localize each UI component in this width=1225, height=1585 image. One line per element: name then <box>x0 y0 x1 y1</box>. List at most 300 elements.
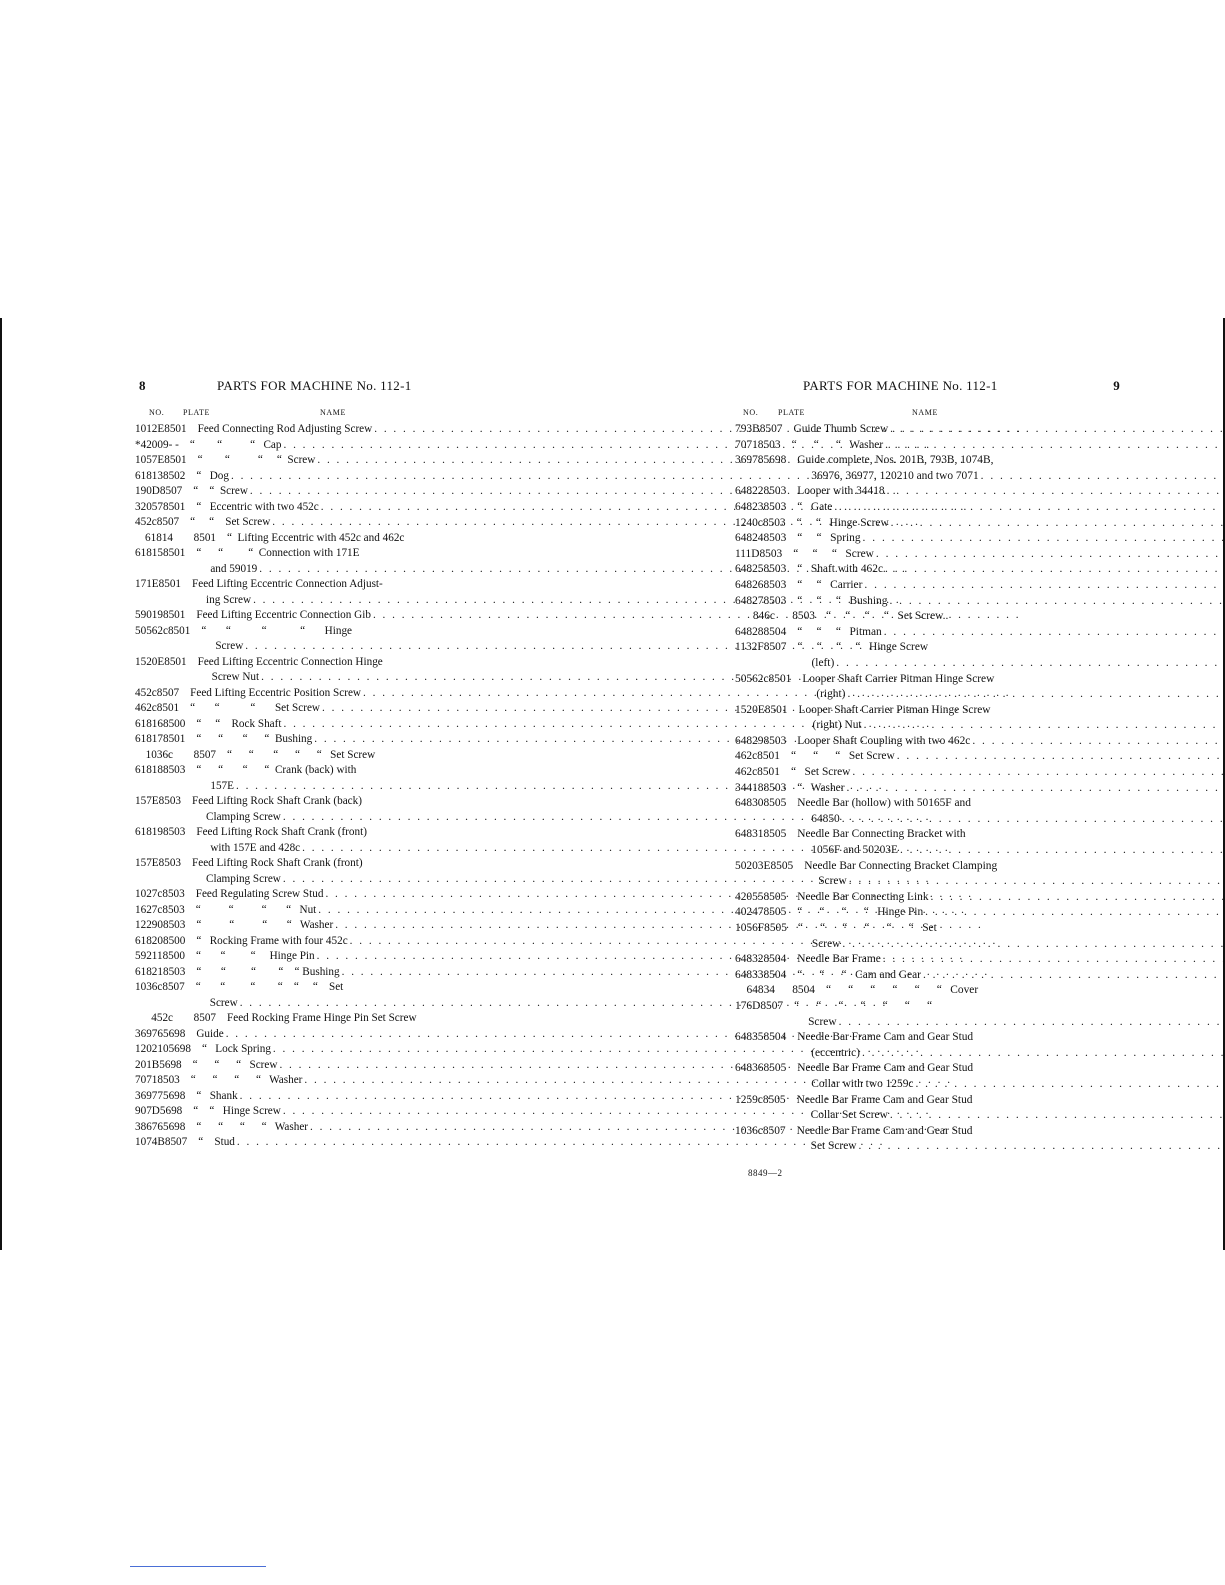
part-name <box>786 484 1225 500</box>
part-name-text: (right) Nut <box>812 719 862 732</box>
part-name-text: 157E <box>210 779 234 792</box>
part-number: 61819 <box>135 826 163 838</box>
plate-number: 8507 <box>156 516 180 528</box>
part-name-text: Feed Connecting Rod Adjusting Screw <box>197 423 373 435</box>
part-row <box>735 562 1120 578</box>
part-row <box>735 859 1120 890</box>
dot-leader <box>897 749 1225 765</box>
part-name-line <box>799 703 1225 719</box>
part-number: 50203E <box>735 859 771 872</box>
plate-number: 8504 <box>763 1031 787 1044</box>
part-name-text: Needle Bar Connecting Bracket with <box>797 828 966 841</box>
part-name-line <box>797 905 1225 921</box>
part-name <box>786 781 1225 797</box>
plate-number: 5698 <box>763 454 787 467</box>
part-number: 61816 <box>135 717 163 730</box>
part-row <box>135 825 473 856</box>
part-number: 64823 <box>735 500 764 513</box>
dot-leader <box>836 656 1225 672</box>
part-number: 59211 <box>135 950 163 962</box>
part-number: 38676 <box>135 1120 163 1133</box>
part-name-text: “ Gate <box>797 500 833 513</box>
part-name-text: “ “ “ “ Washer <box>196 919 334 931</box>
part-name-text: “ “ “ “ Bushing <box>196 733 313 745</box>
part-name-line <box>797 453 1225 469</box>
part-row <box>735 765 1120 781</box>
part-name <box>786 796 1225 827</box>
part-name-text: “ “ “ Bushing <box>797 594 888 607</box>
part-row <box>135 949 473 965</box>
part-name-text: (right) <box>816 688 846 701</box>
dot-leader <box>834 500 1225 516</box>
dot-leader <box>931 890 1225 906</box>
plate-number: 8507 <box>156 686 180 699</box>
part-name-line <box>797 562 1225 578</box>
part-name-text: “ “ Spring <box>797 532 861 545</box>
part-name-line <box>804 859 1225 875</box>
part-name-line <box>799 718 1225 734</box>
part-name <box>780 765 1225 781</box>
part-name-text: “ Stud <box>198 1136 235 1148</box>
part-name <box>216 748 473 764</box>
part-row <box>735 547 1120 563</box>
part-number: 64824 <box>735 532 764 545</box>
part-row <box>735 827 1120 858</box>
plate-number: 5698 <box>162 1089 186 1102</box>
part-row <box>735 1030 1120 1061</box>
part-number: 61821 <box>135 965 163 978</box>
plate-number: 8501 <box>193 531 216 544</box>
part-number: 12290 <box>135 919 163 931</box>
part-name-line <box>227 1011 473 1027</box>
part-number: 64827 <box>735 594 764 607</box>
part-name-line <box>797 484 1225 500</box>
part-row <box>135 701 473 717</box>
part-row <box>135 1011 473 1027</box>
part-number: 1056F <box>735 922 765 934</box>
part-number: 1627c <box>135 903 163 916</box>
part-row <box>135 965 473 981</box>
part-name-line <box>792 438 1225 454</box>
part-number: 36976 <box>135 1027 163 1040</box>
part-number: 1036c <box>135 981 163 993</box>
part-row <box>135 453 473 469</box>
part-name-line <box>797 594 1225 610</box>
part-name-line <box>798 937 1225 953</box>
part-name-text: “ “ Rock Shaft <box>196 717 282 730</box>
plate-number: 8500 <box>162 934 186 947</box>
plate-number: 8507 <box>762 1124 786 1137</box>
part-name-line <box>797 812 1225 828</box>
part-number: 64836 <box>735 1062 764 1075</box>
part-name-text: “ “ Hinge Screw <box>796 516 889 529</box>
plate-number: 5698 <box>162 1120 186 1133</box>
part-row <box>135 856 473 887</box>
part-row <box>135 887 473 903</box>
plate-number: 8503 <box>762 516 786 529</box>
part-name-line <box>797 1139 1225 1155</box>
part-row <box>735 983 1120 999</box>
part-name-line <box>802 672 1225 688</box>
plate-number: 8507 <box>763 641 787 654</box>
part-name-text: “ “ Carrier <box>797 578 863 591</box>
part-name-text: Needle Bar Frame Cam and Gear Stud <box>797 1031 974 1044</box>
plate-number: 8504 <box>792 984 815 997</box>
part-number: 64833 <box>735 968 764 981</box>
part-row <box>135 1073 473 1089</box>
scan-artifact-line <box>130 1566 266 1567</box>
part-number: 176D <box>735 999 761 1012</box>
part-row <box>735 422 1120 438</box>
part-row <box>735 500 1120 516</box>
part-number: 111D <box>735 547 760 560</box>
part-row <box>135 624 473 655</box>
part-number: 462c <box>735 766 758 779</box>
part-name-line <box>798 921 1225 937</box>
part-number: 50562c <box>735 672 769 685</box>
part-number: 793B <box>735 423 760 435</box>
part-row <box>135 546 473 577</box>
part-name <box>791 672 1225 703</box>
part-row <box>735 749 1120 765</box>
part-name-text: “ “ “ Cam and Gear <box>797 968 921 981</box>
plate-number: 8503 <box>759 547 783 560</box>
part-name <box>782 422 1225 438</box>
part-name-text: “ Set Screw <box>790 766 851 779</box>
column-headers <box>135 408 473 422</box>
dot-leader <box>864 578 1225 594</box>
dot-leader <box>863 531 1225 547</box>
dot-leader <box>852 765 1225 781</box>
part-name-text: “ “ “ “ Hinge Pin <box>797 906 924 919</box>
part-row <box>135 531 473 547</box>
right-page <box>735 378 1120 1155</box>
plate-number: 8507 <box>759 423 783 435</box>
part-name <box>793 859 1225 890</box>
part-name-text: “ “ “ Washer <box>791 438 884 451</box>
part-number: 120210 <box>135 1043 169 1055</box>
plate-number: 8505 <box>762 1093 786 1106</box>
part-number: 61814 <box>145 531 173 544</box>
part-name-text: Set Screw <box>810 1140 857 1153</box>
part-row <box>135 748 473 764</box>
part-name-text: Feed Lifting Eccentric Connection Hinge <box>197 655 383 668</box>
plate-number: 8503 <box>162 764 186 776</box>
part-name <box>216 1011 473 1027</box>
part-row <box>135 763 473 794</box>
part-number: 1520E <box>135 655 165 668</box>
part-row <box>735 921 1120 952</box>
part-row <box>735 734 1120 750</box>
part-name-line <box>797 1077 1225 1093</box>
part-name <box>786 453 1225 484</box>
part-row <box>135 794 473 825</box>
plate-number: 8503 <box>763 500 787 513</box>
part-row <box>735 968 1120 984</box>
part-number: *42009 <box>135 438 169 451</box>
part-name-text: Guide Thumb Screw <box>793 423 889 435</box>
part-name-text: “ “ “ Screw <box>192 1058 278 1071</box>
part-name-line <box>797 500 1225 516</box>
part-number: 190D <box>135 485 160 497</box>
no-column-header: NO. <box>743 408 759 417</box>
part-name-text: Collar Set Screw <box>810 1109 888 1122</box>
plate-number: 8501 <box>162 547 186 559</box>
plate-number: 8505 <box>770 859 794 872</box>
part-row <box>735 905 1120 921</box>
plate-number: 8503 <box>763 563 787 576</box>
part-name-line <box>797 578 1225 594</box>
part-row <box>135 918 473 934</box>
plate-number: 8503 <box>763 532 787 545</box>
plate-number: 8503 <box>162 826 186 838</box>
dot-leader <box>859 1139 1225 1155</box>
part-name-line <box>797 1093 1225 1109</box>
part-number: 64835 <box>735 1031 764 1044</box>
left-page <box>135 378 473 1151</box>
part-row <box>735 625 1120 641</box>
dot-leader <box>887 484 1225 500</box>
dot-leader <box>889 594 1225 610</box>
part-name-text: “ Shaft with 462c <box>797 563 883 576</box>
part-number: 201B <box>135 1058 160 1071</box>
part-name-text: “ “ Hinge Screw <box>193 1105 281 1117</box>
plate-number: 8503 <box>158 795 181 807</box>
part-name-text: “ “ “ “ Nut <box>195 903 317 916</box>
dot-leader <box>885 562 1225 578</box>
plate-number: 8501 <box>768 672 792 685</box>
plate-number: 8505 <box>763 890 787 903</box>
part-number: 846c <box>752 610 775 623</box>
dot-leader <box>890 422 1225 438</box>
plate-number: 8501 <box>764 703 788 716</box>
part-number: 1036c <box>145 748 173 761</box>
part-number: 1057E <box>135 454 165 466</box>
plate-number: 8503 <box>763 781 787 794</box>
plate-number: 8507 <box>193 1012 216 1024</box>
part-name-text: Feed Lifting Rock Shaft Crank (front) <box>196 826 367 838</box>
part-name-text: “ “ “ Pitman <box>797 625 882 638</box>
part-name-line <box>227 748 473 764</box>
part-name-text: Collar with two 1259c <box>811 1077 914 1090</box>
part-number: 1240c <box>735 516 763 529</box>
part-row <box>135 577 473 608</box>
part-number: 34418 <box>735 781 764 794</box>
part-name-line <box>802 687 1225 703</box>
part-number: 157E <box>135 857 159 869</box>
part-row <box>135 1027 473 1043</box>
part-name-text: “ “ “ “ “ “ Cover <box>826 984 979 997</box>
plate-number: 8507 <box>164 1136 188 1148</box>
part-number: 157E <box>135 795 159 807</box>
plate-number: 8500 <box>162 950 185 962</box>
part-name-text: “ “ “ Connection with 171E <box>196 547 360 559</box>
part-number: 462c <box>735 750 758 763</box>
part-row <box>735 516 1120 532</box>
part-name-text: with 157E and 428c <box>210 841 301 854</box>
part-name <box>786 905 1225 921</box>
part-name-text: “ “ Screw <box>193 485 248 497</box>
plate-number: 8503 <box>763 594 787 607</box>
part-row <box>135 980 473 1011</box>
part-name-line <box>797 843 1225 859</box>
left-page-edge <box>0 318 2 1250</box>
plate-number: 8504 <box>763 968 787 981</box>
part-row <box>135 422 473 438</box>
part-name-text: “ “ “ “ Hinge <box>201 624 352 637</box>
part-row <box>135 732 473 748</box>
left-page-header <box>135 378 473 400</box>
part-name-text: Clamping Screw <box>206 872 281 885</box>
part-name-text: “ “ “ “ “ “ “ <box>794 999 932 1012</box>
part-row <box>135 1058 473 1074</box>
dot-leader <box>842 937 1225 953</box>
part-row <box>135 1089 473 1105</box>
dot-leader <box>925 905 1225 921</box>
part-name-text: “ “ “ Set Screw <box>790 750 895 763</box>
part-name-text: Feed Regulating Screw Stud <box>195 888 324 900</box>
part-name <box>815 609 1120 625</box>
part-name-text: “ Rocking Frame with four 452c <box>196 934 348 947</box>
part-name-text: “ Washer <box>797 781 845 794</box>
plate-number: 5698 <box>168 1043 191 1055</box>
part-row <box>135 515 473 531</box>
part-name-text: “ “ “ “ “ “ Set <box>797 922 937 934</box>
part-number: 1520E <box>735 703 765 716</box>
plate-number: 8504 <box>763 625 787 638</box>
part-name-line <box>797 734 1225 750</box>
plate-number: 8503 <box>763 485 787 498</box>
part-number: 1259c <box>735 1093 763 1106</box>
part-name <box>786 1061 1225 1092</box>
part-name-text: “ “ “ “ Hinge Screw <box>797 641 929 654</box>
plate-number: 8505 <box>763 1062 787 1075</box>
parts-list <box>135 422 473 1151</box>
print-code: 8849—2 <box>748 1168 783 1178</box>
dot-leader <box>862 1046 1225 1062</box>
part-number: 907D <box>135 1105 160 1117</box>
dot-leader <box>883 952 1225 968</box>
part-name <box>815 983 1120 999</box>
part-name-line <box>793 422 1225 438</box>
part-name <box>216 531 473 547</box>
part-row <box>735 640 1120 671</box>
part-number: 452c <box>151 1012 173 1024</box>
plate-number: 8501 <box>757 750 780 763</box>
part-number: 1012E <box>135 423 165 435</box>
part-name-text: Feed Lifting Rock Shaft Crank (back) <box>192 795 362 807</box>
dot-leader <box>900 843 1225 859</box>
plate-number: 8505 <box>764 922 787 934</box>
part-name-text: “ “ Set Screw <box>190 516 271 528</box>
part-name <box>786 531 1225 547</box>
plate-number: 8501 <box>164 423 187 435</box>
part-row <box>135 934 473 950</box>
part-name-line <box>794 1015 1225 1031</box>
plate-column-header: PLATE <box>778 408 805 417</box>
part-row <box>735 438 1120 454</box>
plate-number: 8500 <box>162 717 186 730</box>
part-number: 64828 <box>735 625 764 638</box>
part-number: 36978 <box>735 454 764 467</box>
part-number: 1036c <box>735 1124 763 1137</box>
part-name-text: Looper Shaft Carrier Pitman Hinge Screw <box>802 672 995 685</box>
part-name-text: Feed Lifting Eccentric Connection Adjust- <box>192 578 383 590</box>
part-name-text: and 59019 <box>210 562 258 575</box>
name-column-header: NAME <box>912 408 938 417</box>
part-row <box>735 1061 1120 1092</box>
part-name-text: Clamping Screw <box>206 810 281 823</box>
plate-number: 8507 <box>159 485 183 497</box>
part-name <box>786 578 1225 594</box>
part-name-text: “ “ “ “ “ Bushing <box>196 965 340 978</box>
part-name-text: “ “ “ “ Washer <box>196 1120 309 1133</box>
plate-number: 8503 <box>757 438 781 451</box>
part-name-line <box>797 1124 1225 1140</box>
part-name-line <box>797 531 1225 547</box>
part-name-text: “ “ “ “ Crank (back) with <box>196 764 357 776</box>
part-name-text: “ “ “ “ Screw <box>197 454 316 466</box>
part-name-line <box>797 469 1225 485</box>
plate-number: 8501 <box>164 454 187 466</box>
part-name <box>786 952 1225 968</box>
part-row <box>135 1135 473 1151</box>
part-number: 64832 <box>735 953 764 966</box>
part-name-text: Feed Lifting Eccentric Connection Gib <box>196 609 371 621</box>
part-name-text: Looper Shaft Coupling with two 462c <box>797 734 971 747</box>
part-name-line <box>791 765 1225 781</box>
part-number: 452c <box>135 516 157 528</box>
part-name-text: “ Lifting Eccentric with 452c and 462c <box>227 531 405 544</box>
part-name-text: Screw <box>818 875 847 888</box>
part-name <box>786 827 1225 858</box>
part-name-line <box>794 999 1225 1015</box>
part-name <box>786 1030 1225 1061</box>
part-name-line <box>797 1061 1225 1077</box>
no-column-header: NO. <box>149 408 165 417</box>
plate-number: 8502 <box>162 469 186 482</box>
page-title: PARTS FOR MACHINE No. 112-1 <box>217 378 412 393</box>
part-row <box>135 1120 473 1136</box>
part-name-line <box>797 656 1225 672</box>
part-row <box>735 1124 1120 1155</box>
part-row <box>735 672 1120 703</box>
dot-leader <box>864 718 1225 734</box>
part-name-line <box>826 609 1120 625</box>
part-number: 61817 <box>135 733 163 745</box>
plate-number: 8505 <box>763 797 787 810</box>
part-name-text: 1056F and 50203E <box>811 844 898 857</box>
plate-number: 8503 <box>162 965 186 978</box>
part-row <box>735 952 1120 968</box>
plate-number: 8503 <box>157 1074 180 1086</box>
part-number: 462c <box>135 702 157 714</box>
part-name-text: Looper Shaft Carrier Pitman Hinge Screw <box>798 703 991 716</box>
part-name-line <box>826 983 1120 999</box>
part-name-text: “ “ “ “ Washer <box>190 1074 303 1086</box>
part-row <box>135 608 473 624</box>
dot-leader <box>972 734 1225 750</box>
part-name-text: Feed Lifting Rock Shaft Crank (front) <box>192 857 363 869</box>
part-name <box>786 625 1225 641</box>
plate-number: 5698 <box>159 1105 183 1117</box>
plate-number: 5698 <box>162 1027 186 1040</box>
part-name-text: “ “ “ “ Set Screw.. <box>826 610 949 623</box>
part-row <box>135 655 473 686</box>
part-number: 64834 <box>746 984 775 997</box>
dot-leader <box>890 1108 1225 1124</box>
part-name <box>781 438 1225 454</box>
